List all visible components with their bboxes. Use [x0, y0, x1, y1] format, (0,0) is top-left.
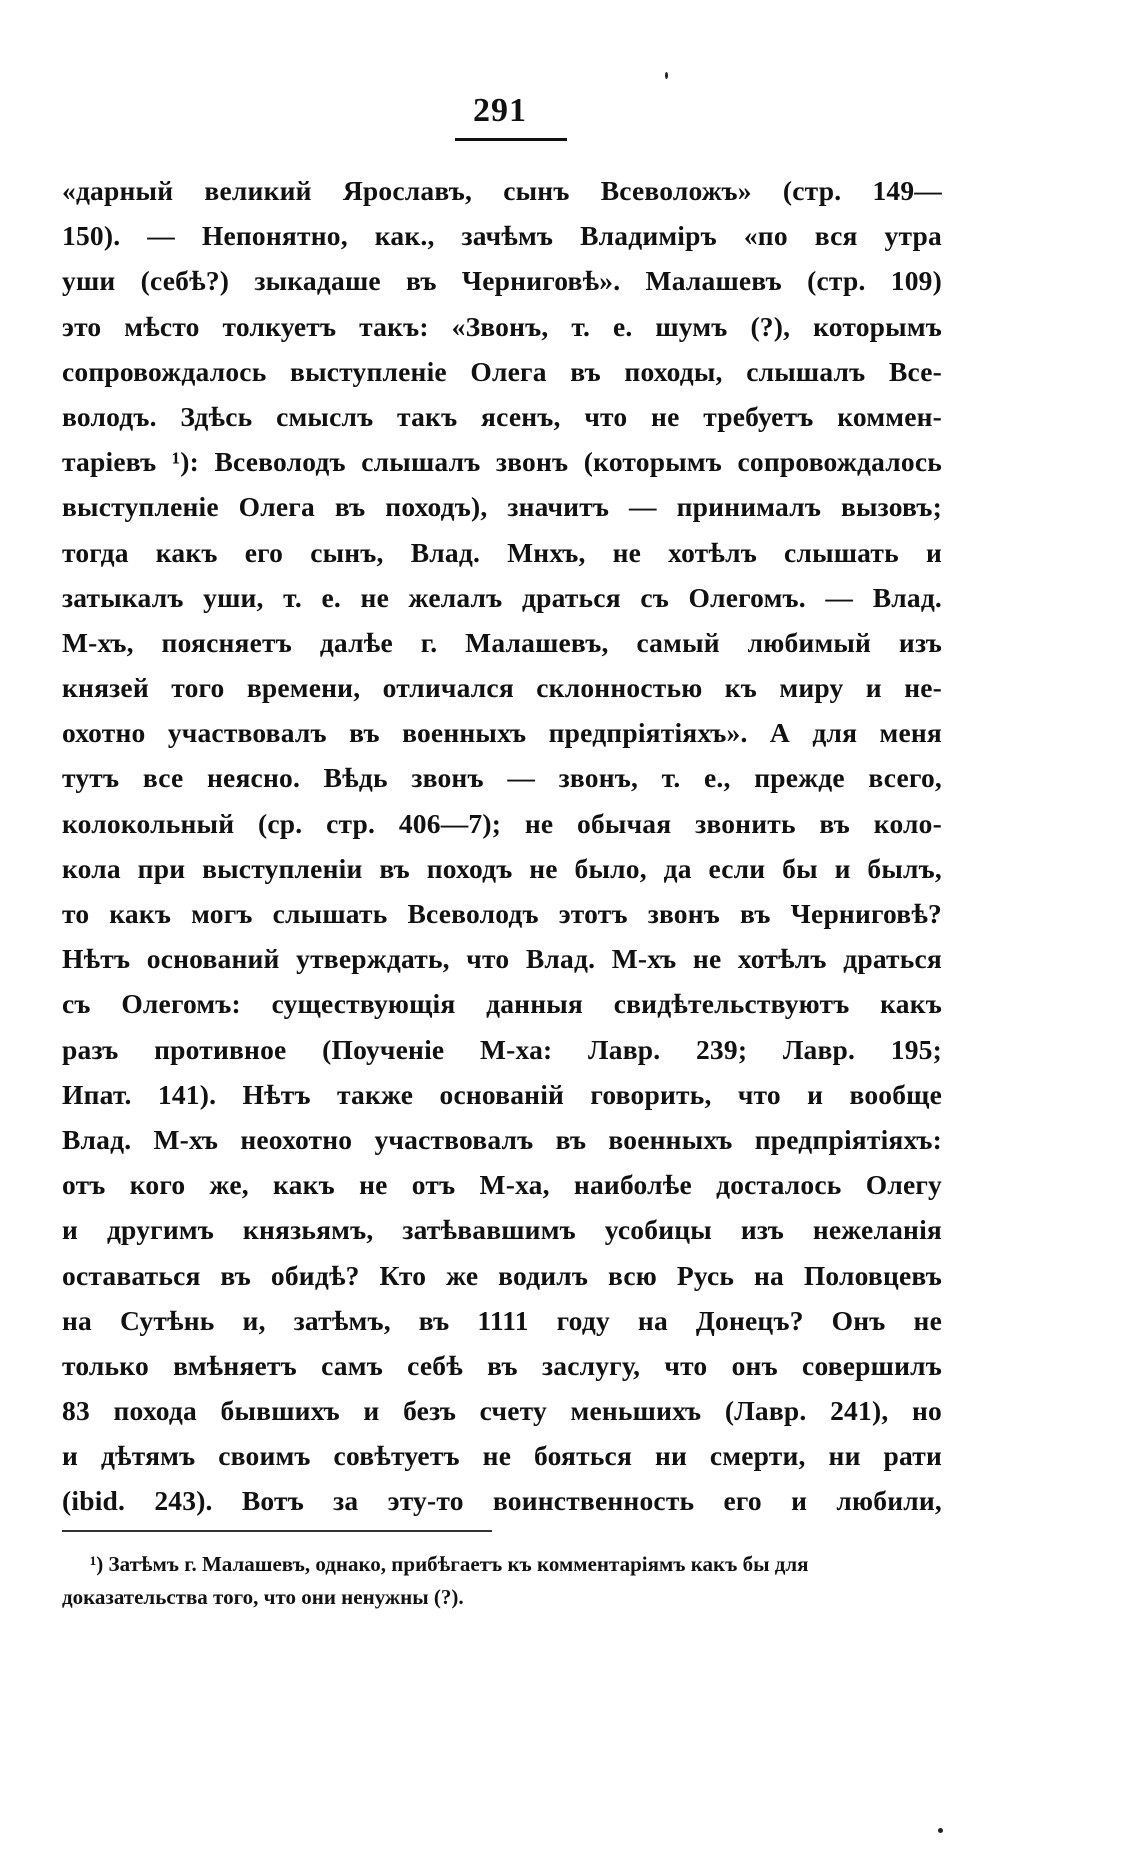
footnote-divider: [62, 1530, 492, 1532]
text-line: то какъ могъ слышать Всеволодъ этотъ звонъ въ Черниговѣ?: [62, 898, 942, 929]
page-number: 291: [473, 92, 527, 129]
text-line: затыкалъ уши, т. е. не желалъ драться съ Олегомъ. — Влад.: [62, 581, 942, 613]
text-line: Влад. М-хъ неохотно участвовалъ въ военныхъ предпрiятiяхъ:: [62, 1123, 942, 1155]
footnote-line: доказательства того, что они ненужны (?).: [62, 1585, 464, 1609]
text-line: выступленiе Олега въ походъ), значитъ — принималъ вызовъ;: [62, 491, 942, 523]
text-line: М-хъ, поясняетъ далѣе г. Малашевъ, самый любимый изъ: [62, 626, 942, 658]
body-text: [62, 168, 942, 1524]
text-line: кола при выступленiи въ походъ не было, да если бы и былъ,: [62, 852, 942, 884]
text-line: это мѣсто толкуетъ такъ: «Звонъ, т. е. шумъ (?), которымъ: [62, 310, 942, 342]
text-line: и другимъ князьямъ, затѣвавшимъ усобицы изъ нежеланiя: [62, 1214, 942, 1246]
text-line: колокольный (ср. стр. 406—7); не обычая звонить въ коло-: [62, 807, 942, 839]
text-line: оставаться въ обидѣ? Кто же водилъ всю Русь на Половцевъ: [62, 1259, 942, 1291]
text-line: князей того времени, отличался склонностью къ миру и не-: [62, 672, 942, 704]
text-line: 150). — Непонятно, как., зачѣмъ Владимiръ «по вся утра: [62, 220, 942, 252]
text-line: сопровождалось выступленiе Олега въ походы, слышалъ Все-: [62, 355, 942, 387]
text-line: тутъ все неясно. Вѣдь звонъ — звонъ, т. е., прежде всего,: [62, 762, 942, 794]
footnote-line: ¹) Затѣмъ г. Малашевъ, однако, прибѣгаетъ къ комментарiямъ какъ бы для: [90, 1552, 809, 1576]
text-line: тогда какъ его сынъ, Влад. Мнхъ, не хотѣлъ слышать и: [62, 536, 942, 568]
text-line: охотно участвовалъ въ военныхъ предпрiятiяхъ». А для меня: [62, 717, 942, 749]
text-line: володъ. Здѣсь смыслъ такъ ясенъ, что не требуетъ коммен-: [62, 400, 942, 432]
text-line: только вмѣняетъ самъ себѣ въ заслугу, что онъ совершилъ: [62, 1349, 942, 1381]
text-line: «дарный великий Ярославъ, сынъ Всеволожъ» (стр. 149—: [62, 175, 942, 206]
text-line: тарiевъ ¹): Всеволодъ слышалъ звонъ (которымъ сопровождалось: [62, 446, 942, 478]
ink-speck: [665, 72, 668, 79]
text-line: Нѣтъ оснований утверждать, что Влад. М-хъ не хотѣлъ драться: [62, 943, 942, 975]
text-line: разъ противное (Поученiе М-ха: Лавр. 239; Лавр. 195;: [62, 1033, 942, 1065]
text-line: на Сутѣнь и, затѣмъ, въ 1111 году на Донецъ? Онъ не: [62, 1304, 942, 1336]
text-line: и дѣтямъ своимъ совѣтуетъ не бояться ни смерти, ни рати: [62, 1440, 942, 1472]
text-line: (ibid. 243). Вотъ за эту-то воинственность его и любили,: [62, 1485, 942, 1517]
text-line: отъ кого же, какъ не отъ М-ха, наиболѣе досталось Олегу: [62, 1169, 942, 1201]
ink-speck: [938, 1828, 943, 1833]
text-line: Ипат. 141). Нѣтъ также основанiй говорить, что и вообще: [62, 1078, 942, 1110]
text-line: уши (себѣ?) зыкадаше въ Черниговѣ». Малашевъ (стр. 109): [62, 265, 942, 297]
text-line: съ Олегомъ: существующiя данныя свидѣтельствуютъ какъ: [62, 988, 942, 1020]
footnotes: [62, 1548, 942, 1614]
page-number-rule: [455, 138, 567, 141]
text-line: 83 похода бывшихъ и безъ счету меньшихъ (Лавр. 241), но: [62, 1395, 942, 1427]
